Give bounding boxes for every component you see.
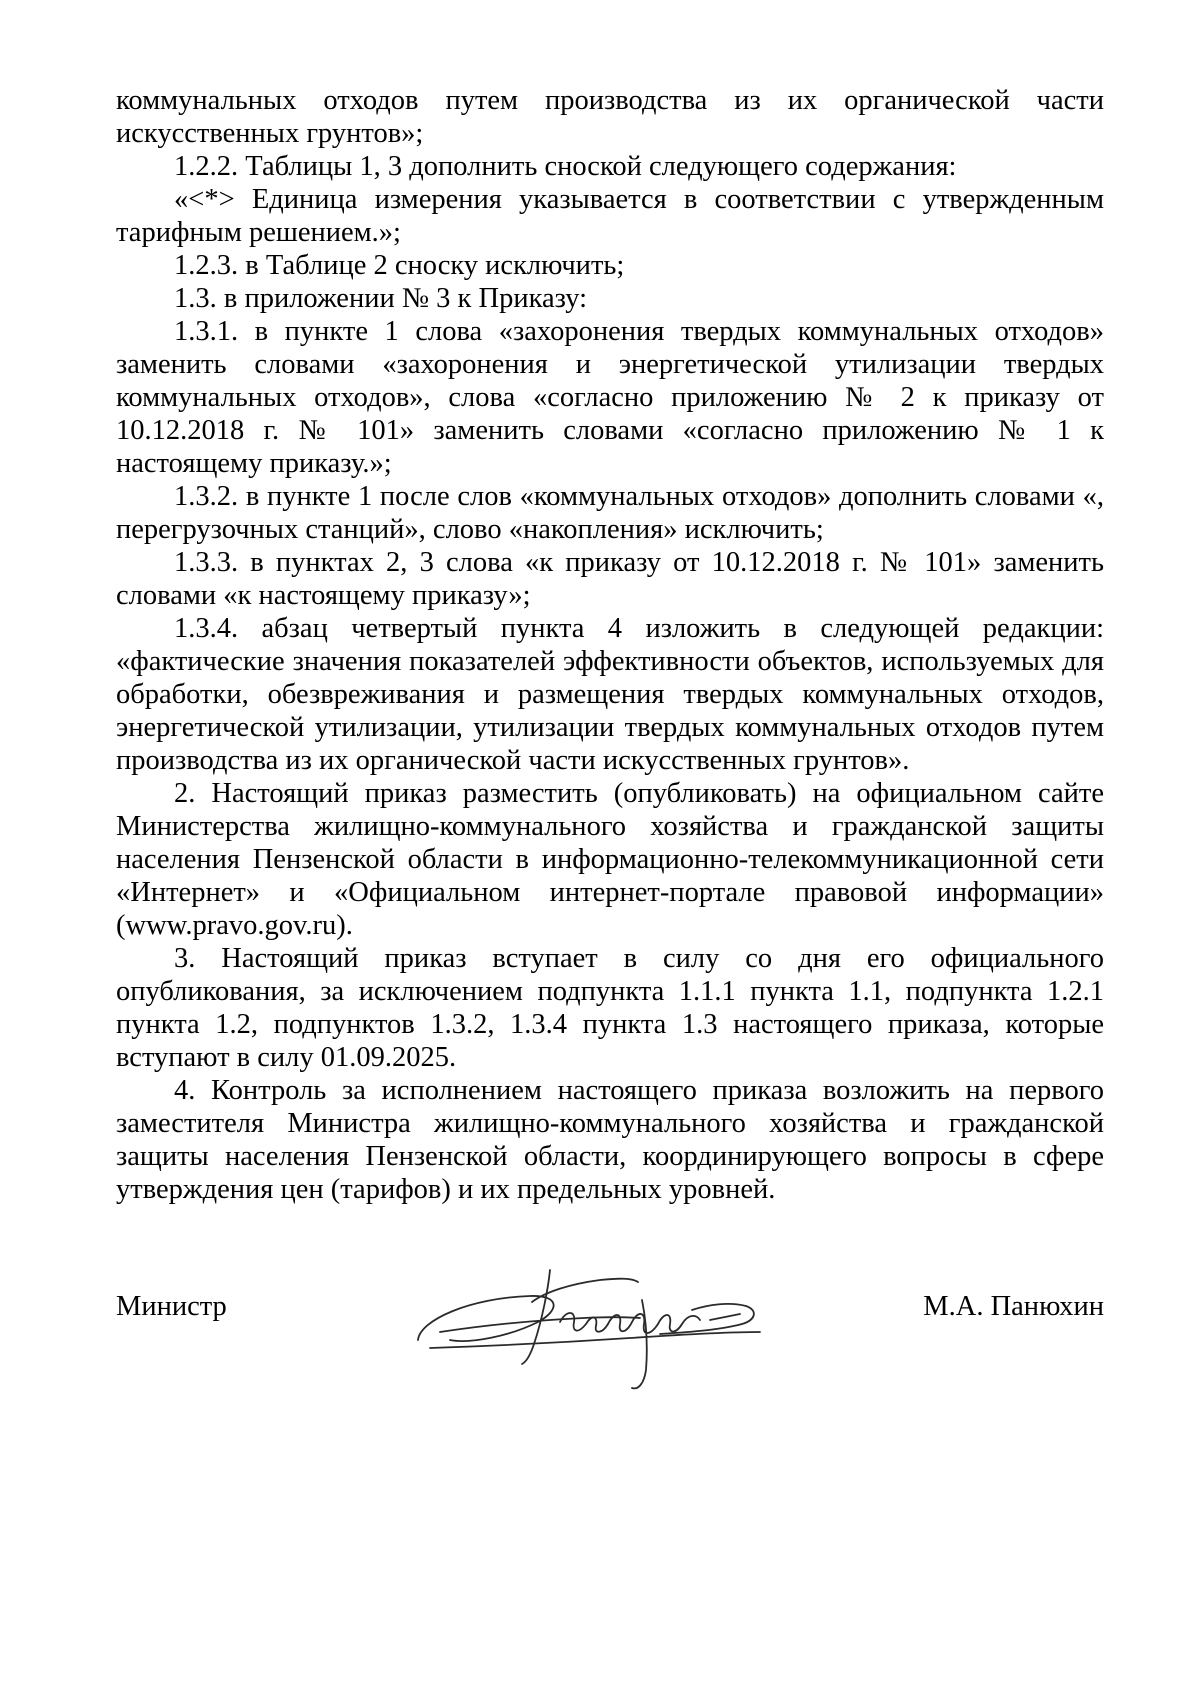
signatory-title: Министр: [116, 1291, 227, 1322]
paragraph-continuation: коммунальных отходов путем производства из их органической части искусственных грунтов»;: [116, 85, 1104, 149]
paragraph-1-3-4: 1.3.4. абзац четвертый пункта 4 изложить в следующей редакции: «фактические значения показателей эффективности объектов, используемых для обработки, обезвреживания и размещения твердых коммунальных отходов, энергетической утилизации, утилизации твердых коммунальных отходов путем производства из их органической части искусственных грунтов».: [116, 613, 1104, 776]
paragraph-1-3-1: 1.3.1. в пункте 1 слова «захоронения твердых коммунальных отходов» заменить словами «захоронения и энергетической утилизации твердых коммунальных отходов», слова «согласно приложению № 2 к приказу от 10.12.2018 г. № 101» заменить словами «согласно приложению № 1 к настоящему приказу.»;: [116, 316, 1104, 479]
paragraph-3: 3. Настоящий приказ вступает в силу со дня его официального опубликования, за исключением подпункта 1.1.1 пункта 1.1, подпункта 1.2.1 пункта 1.2, подпунктов 1.3.2, 1.3.4 пункта 1.3 настоящего приказа, которые вступают в силу 01.09.2025.: [116, 943, 1104, 1073]
handwritten-signature: [410, 1240, 790, 1400]
paragraph-footnote-text: «<*> Единица измерения указывается в соответствии с утвержденным тарифным решением.»;: [116, 184, 1104, 248]
paragraph-1-2-2: 1.2.2. Таблицы 1, 3 дополнить сноской следующего содержания:: [174, 151, 957, 182]
paragraph-4: 4. Контроль за исполнением настоящего приказа возложить на первого заместителя Министра жилищно-коммунального хозяйства и гражданской защиты населения Пензенской области, координирующего вопросы в сфере утверждения цен (тарифов) и их предельных уровней.: [116, 1075, 1104, 1205]
paragraph-1-2-3: 1.2.3. в Таблице 2 сноску исключить;: [174, 250, 625, 281]
paragraph-2: 2. Настоящий приказ разместить (опубликовать) на официальном сайте Министерства жилищно-коммунального хозяйства и гражданской защиты населения Пензенской области в информационно-телекоммуникационной сети «Интернет» и «Официальном интернет-портале правовой информации» (www.pravo.gov.ru).: [116, 778, 1104, 941]
document-body: [116, 84, 1104, 1206]
paragraph-1-3-3: 1.3.3. в пунктах 2, 3 слова «к приказу от 10.12.2018 г. № 101» заменить словами «к настоящему приказу»;: [116, 547, 1104, 611]
signatory-name: М.А. Панюхин: [923, 1291, 1104, 1322]
paragraph-1-3-2: 1.3.2. в пункте 1 после слов «коммунальных отходов» дополнить словами «, перегрузочных станций», слово «накопления» исключить;: [116, 481, 1104, 545]
paragraph-1-3: 1.3. в приложении № 3 к Приказу:: [174, 283, 588, 314]
